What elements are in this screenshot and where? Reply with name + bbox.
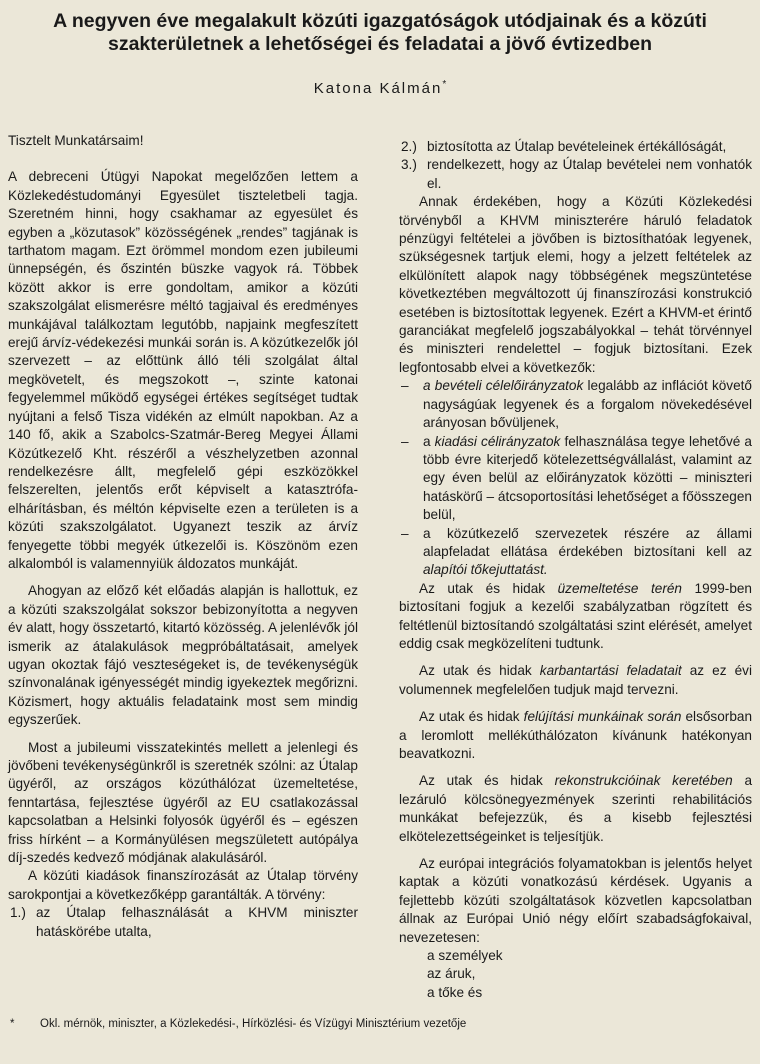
text: 1999-ben biztosítani fogjuk a kezelői szabályzatban rögzített és feltétlenül biztosítandó szolgáltatási szint elérését, amelyet eddig csak megközelíteni tudtunk. — [399, 580, 752, 651]
list-item-text: biztosította az Útalap bevételeinek értékállóságát, — [427, 139, 727, 154]
title-line-2: szakterületnek a lehetőségei és feladatai a jövő évtizedben — [107, 33, 653, 55]
bullet-text: felhasználása tegye lehetővé a több évre kiterjedő kötelezettségvállalást, valamint az egy éven belül az előirányzatok közötti – miniszteri hatáskörű – átcsoportosítási lehetőséget a főösszegen belül, — [423, 433, 752, 523]
paragraph: Ahogyan az előző két előadás alapján is hallottuk, ez a közúti szakszolgálat sokszor bebizonyította a negyven év alatt, hogy összetartó, kitartó közösség. A jelenlévők jól ismerik az átalakulások megpróbáltatásait, amelyek ugyan okoztak fájó veszteségeket is, de tevékenységük színvonalának igényességét mindig igyekeztek megőrizni. Közismert, hogy aktuális feladataink most sem mindig egyszerűek. — [8, 583, 358, 728]
article-title — [0, 10, 760, 56]
right-column — [399, 138, 752, 1002]
text: Az utak és hidak — [419, 773, 543, 789]
left-column — [8, 132, 358, 941]
footnote-mark: * — [10, 1018, 15, 1030]
list-item — [399, 156, 752, 193]
list-item-text: az Útalap felhasználását a KHVM miniszter hatáskörébe utalta, — [36, 905, 358, 939]
paragraph: A közúti kiadások finanszírozását az Útalap törvény sarokpontjai a következőképp garantálták. A törvény: — [8, 868, 358, 902]
list-number: 2.) — [401, 139, 417, 154]
emphasis: rekonstrukcióinak keretében — [554, 773, 733, 789]
paragraph — [399, 662, 752, 699]
freedom-item: a személyek — [427, 948, 503, 964]
emphasis: üzemeltetése terén — [557, 580, 682, 596]
emphasis: kiadási célirányzatok — [434, 433, 561, 449]
emphasis: a bevételi célelőirányzatok — [423, 378, 584, 394]
text: elsősorban a leromlott mellékúthálózaton kívánunk hatékonyan beavatkozni. — [399, 709, 753, 761]
list-item — [8, 904, 358, 941]
paragraph — [399, 580, 752, 654]
text: Az utak és hidak — [419, 663, 532, 679]
paragraph: Az európai integrációs folyamatokban is jelentős helyet kaptak a közúti vonatkozású kérdések. Ugyanis a fejlettebb közúti szolgáltatások közvetlen kapcsolatban állnak az Európai Unió négy előírt szabadságfokaival, nevezetesen: — [399, 856, 752, 945]
freedom-item: az áruk, — [427, 966, 476, 982]
paragraph: Most a jubileumi visszatekintés mellett a jelenlegi és jövőbeni tevékenységünkről is szeretnék szólni: az Útalap ügyéről, az országos közúthálózat üzemeltetése, fenntartása, fejlesztése ügyéről az EU csatlakozással kapcsolatban a Helsinki folyosók ügyéről és – egészen friss hírként – a Kormányülésen megszületett autópálya díj-szedés kedvező módjának alakulásáról. — [8, 739, 358, 866]
list-number: 1.) — [10, 905, 26, 921]
freedom-item: a tőke és — [427, 984, 483, 1000]
text: az ez évi volumennek megfelelően tudjuk majd tervezni. — [399, 663, 752, 697]
text: Az utak és hidak — [419, 580, 546, 596]
bullet-text: legalább az inflációt követő nagyságúak legyenek és a forgalom növekedésével arányosan bővüljenek, — [423, 378, 752, 431]
dash-marker: – — [401, 525, 409, 541]
bullet-item — [399, 433, 752, 525]
author-footnote-mark: * — [442, 79, 447, 90]
bullet-item — [399, 525, 752, 580]
emphasis: alapítói tőkejuttatást. — [423, 562, 548, 578]
author-name: Katona Kálmán — [313, 80, 443, 97]
author-line — [0, 79, 760, 97]
bullet-text: a — [423, 433, 431, 449]
list-item — [399, 138, 752, 156]
footnote — [10, 1018, 750, 1030]
paragraph: A debreceni Útügyi Napokat megelőzően lettem a Közlekedéstudományi Egyesület tiszteletbeli tagja. Szeretném hinni, hogy csakhamar az egyesület és egyben a „közutasok” közösségének „rendes” tagjának is tarthatom magam. Ezt örömmel mondom ezen jubileumi ünnepségén, és őszintén büszke vagyok rá. Többek között akkor is erre gondoltam, amikor a közúti szakszolgálat elismerésre méltó tagjaival és eredményes munkájával találkoztam legutóbb, napjaink megfeszített erejű árvíz-védekezési munkái során is. A közútkezelők jól szervezett – az előttünk álló téli szolgálat által megkövetelt, és megszokott –, szinte katonai fegyelemmel működő egységei értékes segítséget tudtak nyújtani a felső Tisza vidékén az elmúlt napokban. Az a 140 fő, akik a Szabolcs-Szatmár-Bereg Megyei Állami Közútkezelő Kht. részéről a vészhelyzetben azonnal rendelkezésre állt, megfelelő gépi eszközökkel felszerelten, jelentős erőt képviselt a katasztrófa-elhárításban, és méltón képviselte ezen a területen is a közúti szakszolgálatot. Ugyanezt teszik az árvíz fenyegette többi megyék útkezelői is. Köszönöm ezen alkalomból is valamennyiük áldozatos munkáját. — [8, 169, 358, 571]
text: Az utak és hidak — [419, 709, 520, 725]
paragraph: Annak érdekében, hogy a Közúti Közlekedési törvényből a KHVM miniszterére háruló feladatok pénzügyi feltételei a jövőben is biztosíthatóak legyenek, szükségesnek tartjuk elemi, hogy a jelzett feltételek az elkülönített alapok nagy többségének megszüntetése következtében megváltozott új finanszírozási konstrukció esetében is biztosítottak legyenek. Ezért a KHVM-et érintő garanciákat megfelelő jogszabályokkal – tehát törvénnyel és miniszteri rendelettel – fogjuk biztosítani. Ezek legfontosabb elvei a következők: — [399, 194, 752, 375]
footnote-text: Okl. mérnök, miniszter, a Közlekedési-, Hírközlési- és Vízügyi Minisztérium vezetője — [40, 1018, 467, 1030]
dash-marker: – — [401, 378, 409, 394]
bullet-text: a közútkezelő szervezetek részére az állami alapfeladat ellátása érdekében biztosítani kell az — [423, 525, 752, 559]
title-line-1: A negyven éve megalakult közúti igazgatóságok utódjainak és a közúti — [53, 10, 707, 32]
dash-marker: – — [401, 433, 409, 449]
emphasis: karbantartási feladatait — [539, 663, 682, 679]
paragraph — [399, 708, 752, 763]
paragraph — [399, 772, 752, 846]
text: a lezáruló kölcsönegyezmények szerinti rehabilitációs munkákat befejezzük, és a kisebb fejlesztési elkötelezettségeinket is teljesítjük. — [399, 773, 753, 844]
greeting: Tisztelt Munkatársaim! — [8, 133, 144, 148]
list-item-text: rendelkezett, hogy az Útalap bevételei nem vonhatók el. — [427, 157, 752, 191]
bullet-item — [399, 377, 752, 432]
list-number: 3.) — [401, 157, 417, 173]
emphasis: felújítási munkáinak során — [523, 709, 682, 725]
